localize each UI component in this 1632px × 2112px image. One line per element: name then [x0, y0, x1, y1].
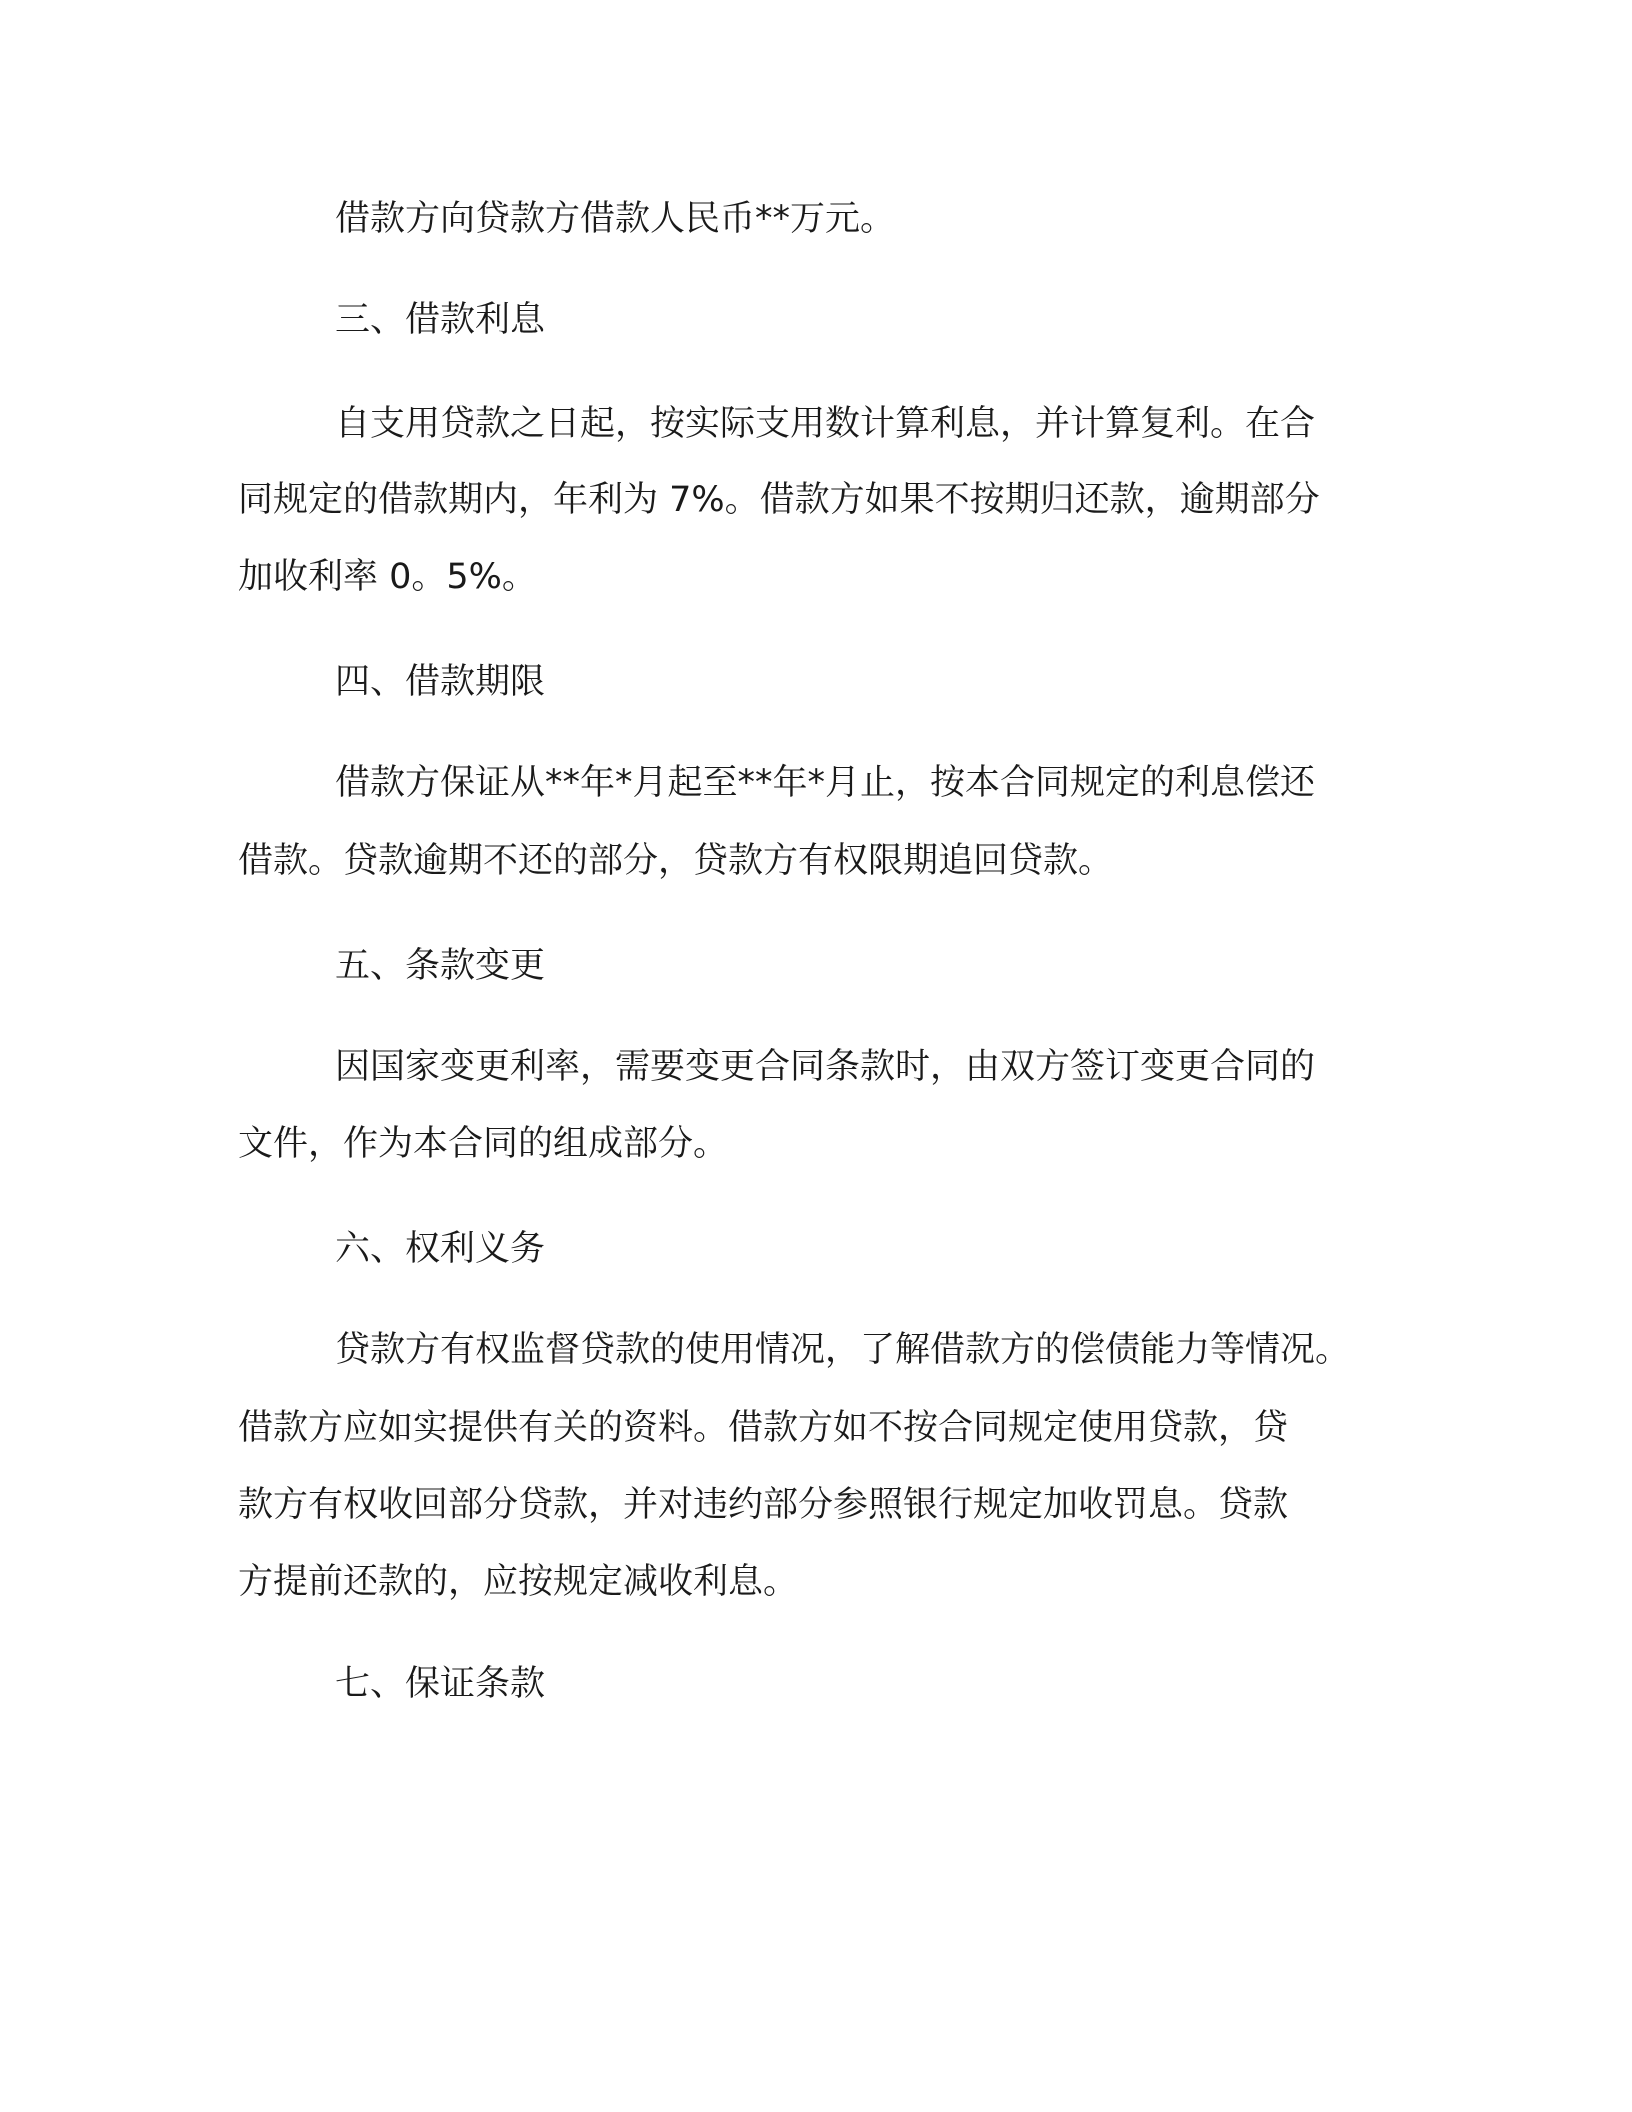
paragraph-interest-line-2: 同规定的借款期内，年利为 7%。借款方如果不按期归还款，逾期部分 [238, 480, 1320, 520]
paragraph-rights-line-3: 款方有权收回部分贷款，并对违约部分参照银行规定加收罚息。贷款 [238, 1485, 1289, 1525]
paragraph-interest-line-3: 加收利率 0。5%。 [238, 557, 537, 597]
heading-rights-obligations: 六、权利义务 [335, 1229, 546, 1269]
paragraph-term-line-2: 借款。贷款逾期不还的部分，贷款方有权限期追回贷款。 [238, 841, 1114, 881]
paragraph-change-line-2: 文件，作为本合同的组成部分。 [238, 1124, 729, 1164]
heading-clause-change: 五、条款变更 [335, 946, 546, 986]
paragraph-rights-line-2: 借款方应如实提供有关的资料。借款方如不按合同规定使用贷款，贷 [238, 1408, 1289, 1448]
heading-loan-term: 四、借款期限 [335, 662, 546, 702]
paragraph-change-line-1: 因国家变更利率，需要变更合同条款时，由双方签订变更合同的 [335, 1047, 1316, 1087]
heading-guarantee-clause: 七、保证条款 [335, 1664, 546, 1704]
paragraph-rights-line-4: 方提前还款的，应按规定减收利息。 [238, 1562, 799, 1602]
paragraph-interest-line-1: 自支用贷款之日起，按实际支用数计算利息，并计算复利。在合 [335, 404, 1316, 444]
paragraph-rights-line-1: 贷款方有权监督贷款的使用情况，了解借款方的偿债能力等情况。 [335, 1330, 1351, 1370]
paragraph-loan-amount: 借款方向贷款方借款人民币**万元。 [335, 199, 896, 239]
paragraph-term-line-1: 借款方保证从**年*月起至**年*月止，按本合同规定的利息偿还 [335, 763, 1316, 803]
heading-loan-interest: 三、借款利息 [335, 300, 546, 340]
